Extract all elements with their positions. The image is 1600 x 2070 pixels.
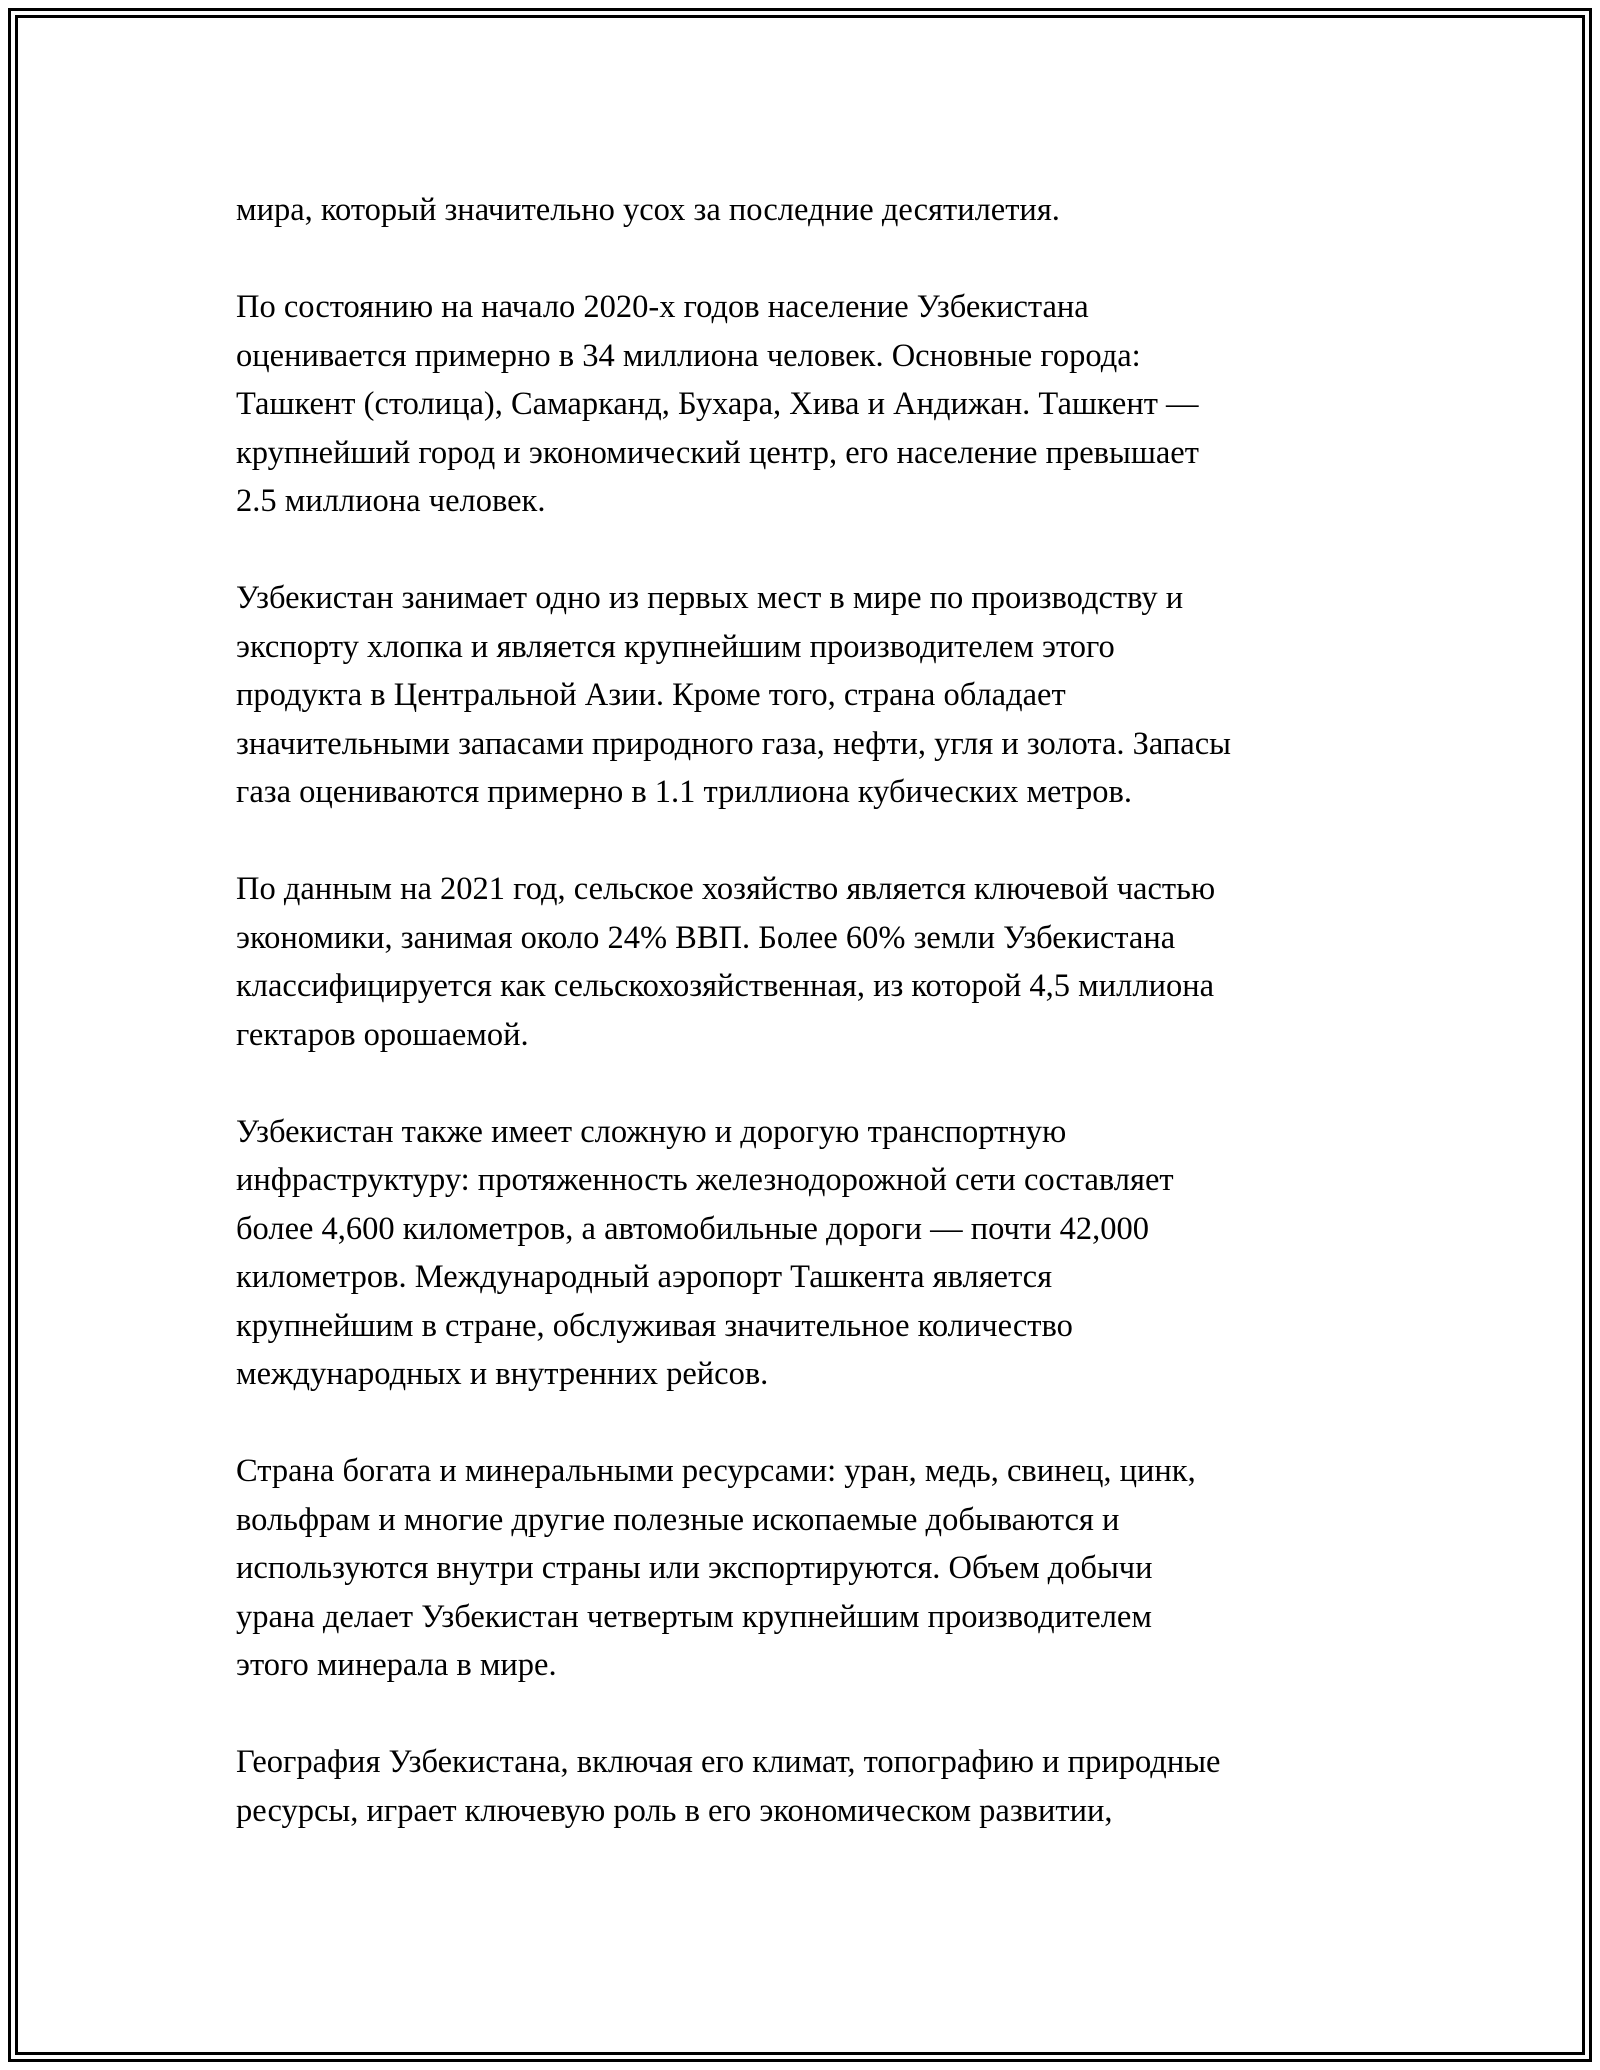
text-line: экономики, занимая около 24% ВВП. Более 60% земли Узбекистана [236, 919, 1176, 956]
text-line: значительными запасами природного газа, нефти, угля и золота. Запасы [236, 725, 1231, 762]
text-line: Узбекистан занимает одно из первых мест в мире по производству и [236, 580, 1184, 616]
paragraph [236, 283, 1376, 526]
text-line: Узбекистан также имеет сложную и дорогую транспортную [236, 1113, 1067, 1150]
paragraph [236, 574, 1376, 817]
text-line: оценивается примерно в 34 миллиона человек. Основные города: [236, 337, 1141, 374]
paragraph [236, 1447, 1376, 1690]
text-line: По состоянию на начало 2020-х годов население Узбекистана [236, 289, 1089, 325]
text-line: гектаров орошаемой. [236, 1016, 529, 1053]
paragraph [236, 186, 1376, 235]
text-line: Страна богата и минеральными ресурсами: уран, медь, свинец, цинк, [236, 1453, 1196, 1489]
text-line: километров. Международный аэропорт Ташкента является [236, 1259, 1053, 1295]
text-line: продукта в Центральной Азии. Кроме того, страна обладает [236, 677, 1066, 713]
text-line: этого минерала в мире. [236, 1647, 557, 1683]
paragraph [236, 1738, 1376, 1835]
text-line: крупнейший город и экономический центр, его население превышает [236, 434, 1199, 471]
text-line: По данным на 2021 год, сельское хозяйство является ключевой частью [236, 871, 1216, 907]
text-line: вольфрам и многие другие полезные ископаемые добываются и [236, 1501, 1120, 1538]
text-line: крупнейшим в стране, обслуживая значительное количество [236, 1307, 1073, 1344]
text-line: 2.5 миллиона человек. [236, 483, 546, 519]
text-line: международных и внутренних рейсов. [236, 1356, 769, 1392]
text-line: урана делает Узбекистан четвертым крупнейшим производителем [236, 1598, 1152, 1635]
text-line: ресурсы, играет ключевую роль в его экономическом развитии, [236, 1792, 1113, 1829]
text-line: классифицируется как сельскохозяйственная, из которой 4,5 миллиона [236, 968, 1215, 1004]
text-line: мира, который значительно усох за последние десятилетия. [236, 192, 1060, 228]
document-body [236, 186, 1376, 1835]
text-line: используются внутри страны или экспортируются. Объем добычи [236, 1550, 1153, 1586]
text-line: более 4,600 километров, а автомобильные дороги — почти 42,000 [236, 1210, 1149, 1247]
text-line: Ташкент (столица), Самарканд, Бухара, Хива и Андижан. Ташкент — [236, 386, 1199, 422]
text-line: экспорту хлопка и является крупнейшим производителем этого [236, 628, 1115, 665]
paragraph [236, 1108, 1376, 1399]
paragraph [236, 865, 1376, 1059]
text-line: инфраструктуру: протяженность железнодорожной сети составляет [236, 1162, 1174, 1198]
text-line: газа оцениваются примерно в 1.1 триллиона кубических метров. [236, 774, 1133, 810]
text-line: География Узбекистана, включая его климат, топографию и природные [236, 1744, 1221, 1780]
